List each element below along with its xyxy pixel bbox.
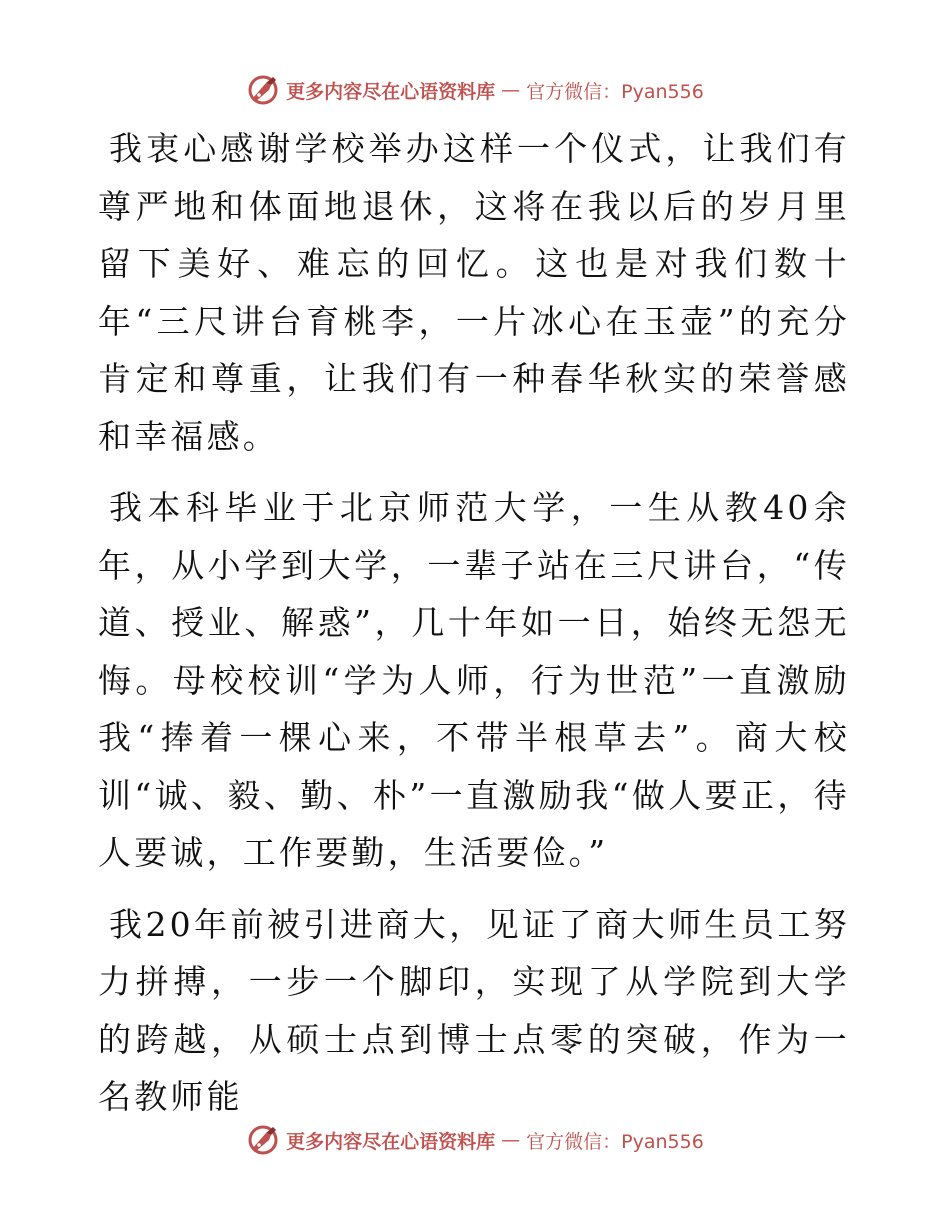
document-body (98, 120, 850, 1140)
header-banner-brand: 更多内容尽在心语资料库 (286, 80, 496, 103)
paragraph-2: 我本科毕业于北京师范大学，一生从教40余年，从小学到大学，一辈子站在三尺讲台，“传道、授业、解惑”，几十年如一日，始终无怨无悔。母校校训“学为人师，行为世范”一直激励我“捧着一棵心来，不带半根草去”。商大校训“诚、毅、勤、朴”一直激励我“做人要正，待人要诚，工作要勤，生活要俭。” (98, 488, 850, 872)
footer-banner (0, 1120, 950, 1160)
footer-banner-separator: — (501, 1129, 521, 1151)
header-banner-inner (246, 73, 704, 107)
header-banner-separator: — (501, 79, 521, 101)
footer-banner-brand: 更多内容尽在心语资料库 (286, 1130, 496, 1153)
pen-nib-logo-icon (246, 73, 280, 107)
paragraph-3: 我20年前被引进商大，见证了商大师生员工努力拼搏，一步一个脚印，实现了从学院到大学的跨越，从硕士点到博士点零的突破，作为一名教师能 (98, 904, 850, 1116)
header-banner (0, 70, 950, 110)
header-banner-contact: 官方微信：Pyan556 (526, 80, 704, 103)
footer-banner-inner (246, 1123, 704, 1157)
paragraph-1: 我衷心感谢学校举办这样一个仪式，让我们有尊严地和体面地退休，这将在我以后的岁月里留下美好、难忘的回忆。这也是对我们数十年“三尺讲台育桃李，一片冰心在玉壶”的充分肯定和尊重，让我们有一种春华秋实的荣誉感和幸福感。 (98, 129, 850, 456)
pen-nib-logo-icon (246, 1123, 280, 1157)
footer-banner-contact: 官方微信：Pyan556 (526, 1130, 704, 1153)
